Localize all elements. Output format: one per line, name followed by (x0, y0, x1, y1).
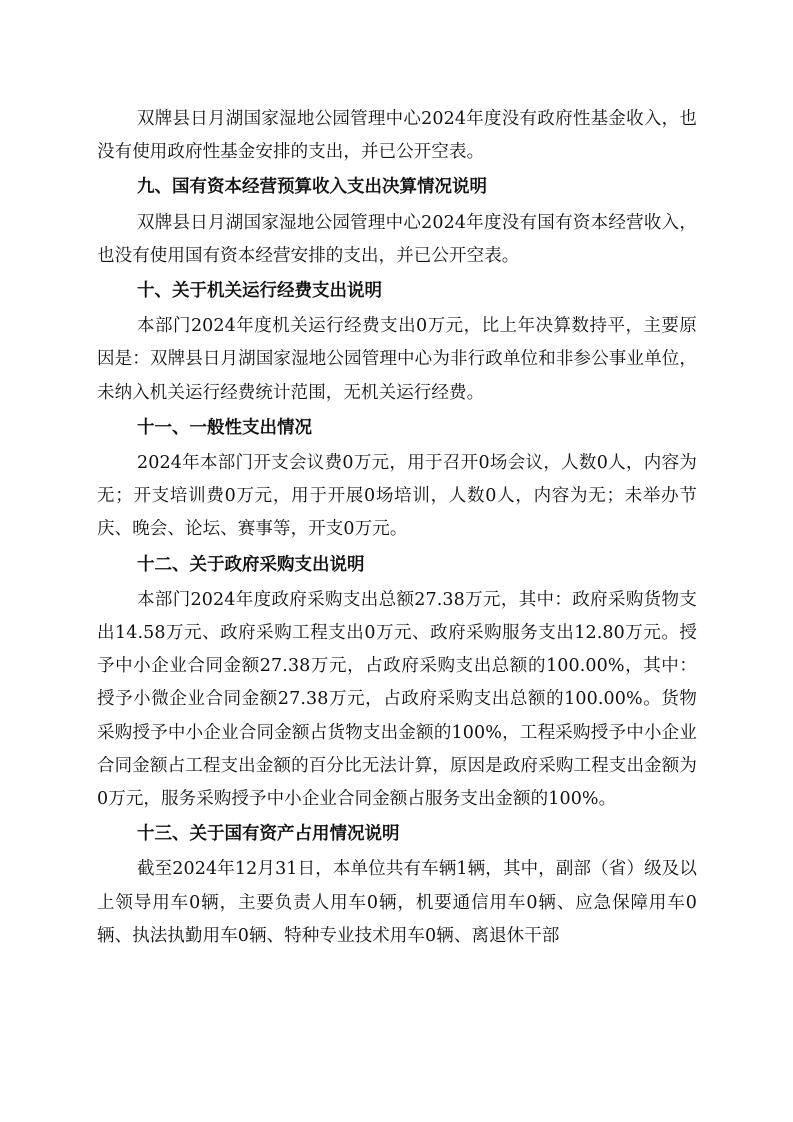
heading-section-9: 九、国有资本经营预算收入支出决算情况说明 (137, 177, 487, 198)
paragraph-general-expenses: 2024年本部门开支会议费0万元，用于召开0场会议，人数0人，内容为无；开支培训费0万元，用于开展0场培训，人数0人，内容为无；未举办节庆、晚会、论坛、赛事等，开支0万元。 (97, 453, 697, 540)
paragraph-state-assets: 截至2024年12月31日，本单位共有车辆1辆，其中，副部（省）级及以上领导用车0辆，主要负责人用车0辆，机要通信用车0辆、应急保障用车0辆、执法执勤用车0辆、特种专业技术用车0辆、离退休干部 (97, 859, 697, 946)
heading-section-12: 十二、关于政府采购支出说明 (137, 554, 365, 575)
paragraph-procurement: 本部门2024年度政府采购支出总额27.38万元，其中：政府采购货物支出14.58万元、政府采购工程支出0万元、政府采购服务支出12.80万元。授予中小企业合同金额27.38万元，占政府采购支出总额的100.00%，其中：授予小微企业合同金额27.38万元，占政府采购支出总额的100.00%。货物采购授予中小企业合同金额占货物支出金额的100%，工程采购授予中小企业合同金额占工程支出金额的百分比无法计算，原因是政府采购工程支出金额为0万元，服务采购授予中小企业合同金额占服务支出金额的100%。 (97, 589, 697, 810)
paragraph-state-capital: 双牌县日月湖国家湿地公园管理中心2024年度没有国有资本经营收入，也没有使用国有资本经营安排的支出，并已公开空表。 (97, 212, 697, 266)
paragraph-operating-expenses: 本部门2024年度机关运行经费支出0万元，比上年决算数持平，主要原因是：双牌县日月湖国家湿地公园管理中心为非行政单位和非参公事业单位，未纳入机关运行经费统计范围，无机关运行经费。 (97, 316, 697, 403)
heading-section-10: 十、关于机关运行经费支出说明 (137, 281, 382, 302)
heading-section-13: 十三、关于国有资产占用情况说明 (137, 824, 400, 845)
paragraph-government-fund: 双牌县日月湖国家湿地公园管理中心2024年度没有政府性基金收入，也没有使用政府性基金安排的支出，并已公开空表。 (97, 109, 697, 163)
heading-section-11: 十一、一般性支出情况 (137, 417, 312, 438)
